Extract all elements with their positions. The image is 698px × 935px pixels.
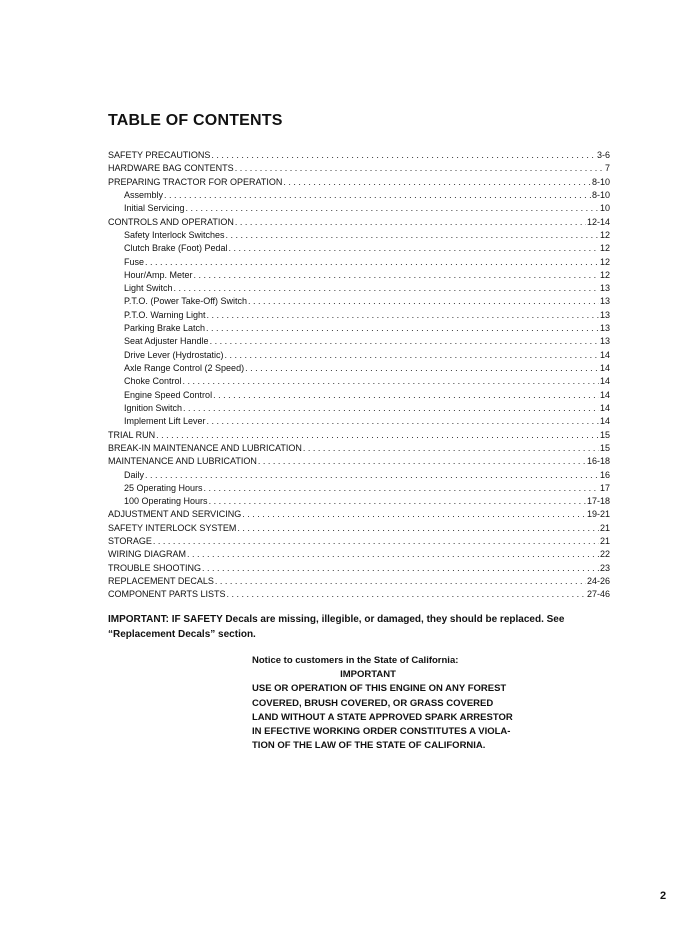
- toc-entry-page: 13: [599, 296, 610, 307]
- toc-entry-label: Axle Range Control (2 Speed): [124, 363, 245, 373]
- toc-entry-label: STORAGE: [108, 536, 152, 547]
- toc-entry-label: 25 Operating Hours: [124, 482, 203, 493]
- toc-entry-page: 10: [599, 203, 610, 214]
- toc-leader-dots: [225, 349, 599, 362]
- toc-entry-page: 14: [599, 416, 610, 427]
- toc-entry: [108, 429, 610, 442]
- toc-entry-page: 12: [599, 269, 610, 280]
- toc-entry-page: 7: [604, 163, 610, 174]
- toc-entry-label: BREAK-IN MAINTENANCE AND LUBRICATION: [108, 442, 302, 453]
- toc-entry: [108, 508, 610, 521]
- toc-entry: [108, 189, 610, 202]
- toc-entry-page: 24-26: [586, 576, 610, 586]
- toc-entry: [108, 309, 610, 322]
- toc-entry-page: 12: [599, 243, 610, 254]
- toc-leader-dots: [226, 229, 599, 242]
- toc-leader-dots: [202, 562, 599, 575]
- california-notice-heading: Notice to customers in the State of California:: [252, 655, 459, 666]
- toc-entry-page: 15: [599, 429, 610, 440]
- toc-entry-page: 19-21: [586, 509, 610, 520]
- toc-entry-page: 12: [599, 256, 610, 267]
- toc-leader-dots: [211, 149, 596, 162]
- toc-leader-dots: [237, 522, 599, 535]
- toc-entry-page: 12-14: [586, 216, 610, 227]
- toc-leader-dots: [303, 442, 599, 455]
- toc-leader-dots: [145, 469, 599, 482]
- toc-leader-dots: [235, 216, 586, 229]
- toc-entry: [108, 402, 610, 415]
- toc-entry-label: Seat Adjuster Handle: [124, 336, 209, 347]
- toc-entry: [108, 535, 610, 548]
- toc-entry-label: COMPONENT PARTS LISTS: [108, 589, 226, 600]
- toc-entry-page: 13: [599, 323, 610, 334]
- toc-entry: [108, 415, 610, 428]
- toc-entry: [108, 548, 610, 561]
- toc-leader-dots: [207, 309, 599, 322]
- california-notice-line: COVERED, BRUSH COVERED, OR GRASS COVERED: [252, 697, 494, 709]
- toc-entry-label: Light Switch: [124, 283, 173, 294]
- toc-entry: [108, 349, 610, 362]
- toc-entry-label: CONTROLS AND OPERATION: [108, 216, 234, 227]
- toc-entry: [108, 442, 610, 455]
- toc-entry: [108, 575, 610, 588]
- toc-entry-label: Choke Control: [124, 376, 182, 387]
- toc-entry: [108, 176, 610, 189]
- toc-entry-label: SAFETY PRECAUTIONS: [108, 150, 211, 160]
- toc-leader-dots: [213, 389, 599, 402]
- toc-leader-dots: [227, 588, 586, 601]
- toc-entry-page: 13: [599, 309, 610, 320]
- toc-entry-page: 15: [599, 442, 610, 453]
- toc-entry-page: 8-10: [591, 176, 610, 187]
- toc-leader-dots: [209, 495, 586, 508]
- toc-entry-label: Initial Servicing: [124, 203, 185, 214]
- toc-entry-page: 16: [599, 469, 610, 480]
- toc-entry-label: Parking Brake Latch: [124, 323, 206, 334]
- toc-entry-label: MAINTENANCE AND LUBRICATION: [108, 456, 257, 467]
- toc-entry-page: 14: [599, 363, 610, 373]
- toc-entry-label: REPLACEMENT DECALS: [108, 576, 214, 586]
- toc-entry-label: P.T.O. (Power Take-Off) Switch: [124, 296, 248, 307]
- toc-leader-dots: [229, 242, 599, 255]
- toc-entry-page: 17: [599, 482, 610, 493]
- toc-entry: [108, 149, 610, 162]
- toc-entry-page: 22: [599, 549, 610, 560]
- toc-entry: [108, 269, 610, 282]
- toc-entry: [108, 588, 610, 601]
- toc-leader-dots: [235, 162, 604, 175]
- toc-entry-label: Daily: [124, 469, 145, 480]
- toc-leader-dots: [283, 176, 591, 189]
- toc-leader-dots: [174, 282, 599, 295]
- toc-entry: [108, 455, 610, 468]
- toc-entry-label: Ignition Switch: [124, 402, 183, 413]
- toc-entry: [108, 389, 610, 402]
- toc-leader-dots: [245, 362, 599, 375]
- california-notice-line: LAND WITHOUT A STATE APPROVED SPARK ARRESTOR: [252, 711, 513, 723]
- toc-entry-label: P.T.O. Warning Light: [124, 309, 206, 320]
- toc-entry-label: Drive Lever (Hydrostatic): [124, 349, 224, 360]
- california-notice: [252, 654, 522, 753]
- toc-leader-dots: [215, 575, 586, 588]
- toc-entry-label: ADJUSTMENT AND SERVICING: [108, 509, 242, 520]
- toc-entry-label: Safety Interlock Switches: [124, 229, 225, 240]
- toc-entry: [108, 162, 610, 175]
- toc-entry-label: HARDWARE BAG CONTENTS: [108, 163, 234, 174]
- toc-entry-label: WIRING DIAGRAM: [108, 549, 186, 560]
- toc-entry: [108, 229, 610, 242]
- toc-entry: [108, 216, 610, 229]
- toc-leader-dots: [186, 202, 599, 215]
- page-title: TABLE OF CONTENTS: [108, 112, 283, 129]
- toc-entry-page: 14: [599, 402, 610, 413]
- toc-entry-page: 14: [599, 376, 610, 387]
- toc-entry-label: Engine Speed Control: [124, 389, 213, 400]
- toc-leader-dots: [207, 415, 599, 428]
- california-notice-line: IN EFECTIVE WORKING ORDER CONSTITUTES A VIOLA-: [252, 726, 511, 738]
- toc-leader-dots: [242, 508, 586, 521]
- toc-entry-label: TROUBLE SHOOTING: [108, 562, 202, 573]
- toc-entry-page: 21: [599, 536, 610, 547]
- toc-leader-dots: [206, 322, 599, 335]
- toc-entry-label: SAFETY INTERLOCK SYSTEM: [108, 522, 237, 533]
- toc-entry-label: 100 Operating Hours: [124, 496, 208, 507]
- toc-entry-page: 16-18: [586, 456, 610, 467]
- toc-leader-dots: [187, 548, 599, 561]
- important-note: IMPORTANT: IF SAFETY Decals are missing, illegible, or damaged, they should be replaced. See “Replacement Decals” section.: [108, 614, 565, 640]
- toc-leader-dots: [210, 335, 599, 348]
- toc-leader-dots: [258, 455, 586, 468]
- toc-leader-dots: [183, 375, 599, 388]
- toc-entry-label: Hour/Amp. Meter: [124, 269, 193, 280]
- toc-leader-dots: [248, 295, 599, 308]
- toc-leader-dots: [183, 402, 599, 415]
- california-notice-line: TION OF THE LAW OF THE STATE OF CALIFORNIA.: [252, 740, 486, 752]
- toc-entry: [108, 375, 610, 388]
- toc-entry-page: 3-6: [596, 150, 610, 160]
- toc-entry: [108, 335, 610, 348]
- toc-entry: [108, 295, 610, 308]
- toc-entry: [108, 495, 610, 508]
- toc-entry-page: 17-18: [586, 496, 610, 507]
- toc-entry: [108, 282, 610, 295]
- table-of-contents: [108, 149, 610, 602]
- toc-entry-page: 8-10: [591, 189, 610, 200]
- toc-entry: [108, 482, 610, 495]
- toc-entry-label: TRIAL RUN: [108, 429, 156, 440]
- toc-entry-label: PREPARING TRACTOR FOR OPERATION: [108, 176, 283, 187]
- california-notice-subheading: IMPORTANT: [340, 669, 396, 681]
- california-notice-line: USE OR OPERATION OF THIS ENGINE ON ANY FOREST: [252, 683, 507, 695]
- toc-entry-page: 27-46: [586, 589, 610, 600]
- toc-leader-dots: [194, 269, 599, 282]
- toc-entry-page: 23: [599, 562, 610, 573]
- toc-leader-dots: [156, 429, 599, 442]
- toc-entry-label: Assembly: [124, 189, 164, 200]
- toc-entry: [108, 362, 610, 375]
- toc-entry-page: 13: [599, 336, 610, 347]
- toc-leader-dots: [145, 256, 599, 269]
- toc-entry-page: 21: [599, 522, 610, 533]
- toc-entry-label: Fuse: [124, 256, 145, 267]
- toc-entry: [108, 522, 610, 535]
- toc-entry-label: Implement Lift Lever: [124, 416, 206, 427]
- toc-entry: [108, 562, 610, 575]
- toc-entry: [108, 202, 610, 215]
- toc-leader-dots: [153, 535, 599, 548]
- toc-entry: [108, 322, 610, 335]
- toc-entry-page: 13: [599, 283, 610, 294]
- toc-entry-page: 14: [599, 389, 610, 400]
- toc-entry: [108, 242, 610, 255]
- toc-leader-dots: [204, 482, 599, 495]
- toc-entry: [108, 469, 610, 482]
- toc-entry: [108, 256, 610, 269]
- toc-entry-label: Clutch Brake (Foot) Pedal: [124, 243, 228, 254]
- toc-entry-page: 14: [599, 349, 610, 360]
- toc-leader-dots: [164, 189, 591, 202]
- page-number: 2: [660, 890, 667, 902]
- toc-entry-page: 12: [599, 229, 610, 240]
